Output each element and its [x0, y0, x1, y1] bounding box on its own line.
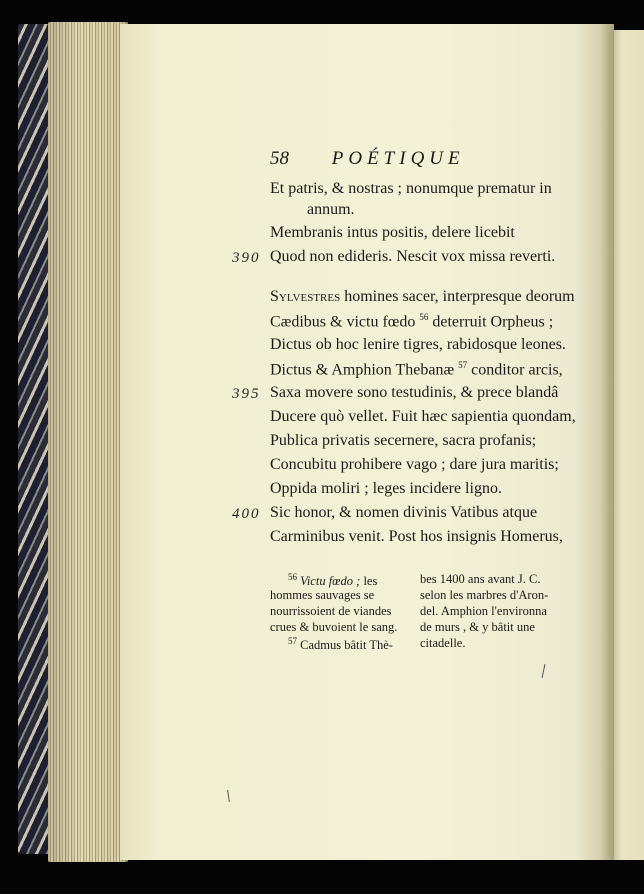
footnote-line: $^{57}$ Cadmus bâtit Thè-	[288, 636, 393, 653]
note-number: 56	[288, 572, 297, 582]
footnote-line: hommes sauvages se	[270, 588, 375, 602]
verse-line: Oppida moliri ; leges incidere ligno.	[270, 480, 502, 497]
line-number: 390	[232, 250, 261, 266]
verse-line: Dictus & Amphion Thebanæ $^{57}$ conditor arcis,	[270, 360, 563, 379]
verse-line: Concubitu prohibere vago ; dare jura maritis;	[270, 456, 559, 473]
verse-line: Saxa movere sono testudinis, & prece blandâ	[270, 384, 559, 401]
verse-line: annum.	[307, 201, 355, 218]
page-edges-shade	[48, 22, 128, 862]
verse-line: Membranis intus positis, delere licebit	[270, 224, 515, 241]
running-header	[270, 148, 465, 170]
footnote-line: bes 1400 ans avant J. C.	[420, 572, 541, 586]
verse-line: Sic honor, & nomen divinis Vatibus atque	[270, 504, 538, 521]
page-gutter-shadow	[600, 24, 614, 860]
page-number: 58	[270, 148, 289, 169]
marbled-cover	[18, 24, 52, 854]
line-number: 400	[232, 506, 261, 522]
line-number: 395	[232, 386, 261, 402]
footnote-line: nourrissoient de viandes	[270, 604, 392, 618]
verse-line: Ducere quò vellet. Fuit hæc sapientia quondam,	[270, 408, 576, 425]
footnote-line: $^{56}$ Victu fœdo ; les	[288, 572, 378, 589]
verse-line: Carminibus venit. Post hos insignis Homerus,	[270, 528, 563, 545]
note-number: 57	[288, 636, 297, 646]
note-ref: 56	[419, 312, 429, 322]
verse-line: Et patris, & nostras ; nonumque prematur in	[270, 180, 552, 197]
footnote-line: selon les marbres d'Aron-	[420, 588, 549, 602]
footnote-line: de murs , & y bâtit une	[420, 620, 535, 634]
footnote-line: crues & buvoient le sang.	[270, 620, 398, 634]
verse-line: Dictus ob hoc lenire tigres, rabidosque leones.	[270, 336, 566, 353]
facing-page-edge	[610, 30, 644, 860]
footnote-line: citadelle.	[420, 636, 466, 650]
note-ref: 57	[458, 360, 468, 370]
verse-line: Cædibus & victu fœdo $^{56}$ deterruit Orpheus ;	[270, 312, 554, 331]
verse-line: Sylvestres homines sacer, interpresque deorum	[270, 288, 575, 305]
verse-line: Publica privatis secernere, sacra profanis;	[270, 432, 537, 449]
page-title: POÉTIQUE	[331, 148, 465, 169]
verse-line: Quod non edideris. Nescit vox missa reverti.	[270, 248, 556, 265]
footnote-line: del. Amphion l'environna	[420, 604, 547, 618]
small-caps-word: Sylvestres	[270, 288, 341, 305]
